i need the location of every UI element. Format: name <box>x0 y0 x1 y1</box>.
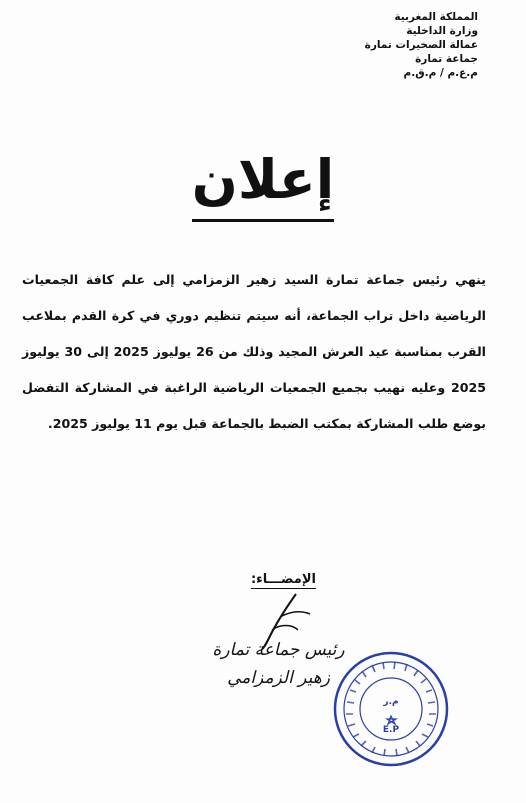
announcement-body: ينهي رئيس جماعة تمارة السيد زهير الزمزامي إلى علم كافة الجمعيات الرياضية داخل تراب الجماعة، أنه سيتم تنظيم دوري في كرة القدم بملاعب القرب بمناسبة عيد العرش المجيد وذلك من 26 يوليوز 2025 إلى 30 يوليوز 2025 وعليه نهيب بجميع الجمعيات الرياضية الراغبة في المشاركة التفضل بوضع طلب المشاركة بمكتب الضبط بالجماعة قبل يوم 11 يوليوز 2025. <box>22 272 486 431</box>
signatory-title: رئيس جماعة تمارة <box>212 640 345 660</box>
letterhead-line-reference: م.ع.م / م.ق.م <box>403 67 478 79</box>
announcement-title <box>0 145 526 222</box>
signatory-name: زهير الزمزامي <box>227 668 330 688</box>
letterhead-line-kingdom: المملكة المغربية <box>394 11 478 23</box>
letterhead-line-ministry: وزارة الداخلية <box>406 25 478 37</box>
announcement-title-text: إعلان <box>192 145 335 222</box>
letterhead <box>298 10 478 80</box>
letterhead-line-prefecture: عمالة الصخيرات تمارة <box>364 39 478 51</box>
stamp-center-bottom: E.P <box>382 725 400 735</box>
stamp-center-text <box>366 696 416 736</box>
signature-label-text: الإمضـــاء: <box>250 572 316 587</box>
letterhead-line-commune: جماعة تمارة <box>415 53 478 65</box>
signature-label <box>226 572 316 587</box>
stamp-center-top: م.ر <box>383 697 399 707</box>
